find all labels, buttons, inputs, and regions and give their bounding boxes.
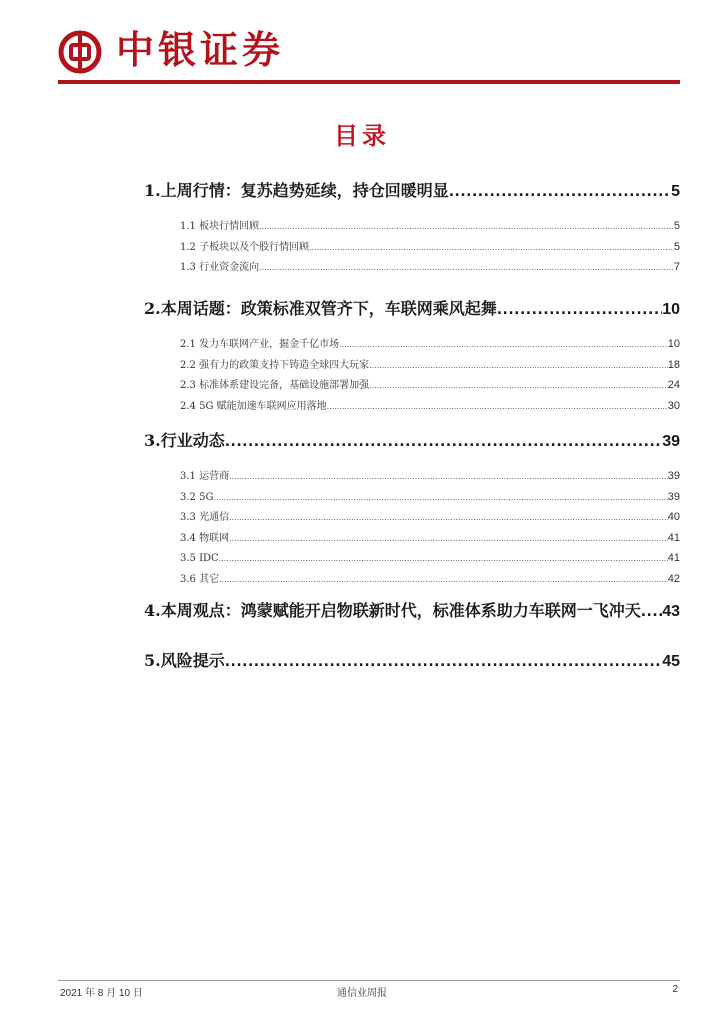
toc-subsection-entry[interactable] bbox=[180, 468, 680, 484]
toc-subsection-label: 3.1 运营商 bbox=[180, 471, 230, 482]
toc-subsection-entry[interactable] bbox=[180, 571, 680, 587]
toc-page-number: 40 bbox=[667, 511, 680, 523]
toc-leader-dots bbox=[225, 431, 662, 453]
toc-subsection-label: 1.2 子板块以及个股行情回顾 bbox=[180, 241, 310, 253]
toc-section-entry[interactable] bbox=[144, 600, 680, 622]
toc-leader-dots bbox=[213, 490, 667, 506]
toc-subsection-entry[interactable] bbox=[180, 239, 680, 255]
toc-subsection-entry[interactable] bbox=[180, 530, 680, 546]
toc-leader-dots bbox=[449, 181, 671, 203]
toc-leader-dots bbox=[229, 510, 668, 526]
toc-section-label: 5.风险提示 bbox=[144, 651, 225, 670]
toc-subsection-entry[interactable] bbox=[180, 398, 680, 414]
toc-page-number: 43 bbox=[662, 603, 680, 620]
toc-leader-dots bbox=[219, 572, 668, 588]
toc-subsection-label: 3.6 其它 bbox=[180, 573, 220, 585]
toc-page-number: 39 bbox=[667, 490, 680, 503]
toc-leader-dots bbox=[497, 299, 662, 321]
toc-subsection-entry[interactable] bbox=[180, 336, 680, 352]
toc-page-number: 45 bbox=[662, 653, 680, 670]
toc-page-number: 5 bbox=[671, 183, 680, 200]
toc-section-label: 1.上周行情：复苏趋势延续，持仓回暖明显 bbox=[144, 181, 449, 200]
toc-section-entry[interactable] bbox=[144, 650, 680, 672]
toc-page-number: 41 bbox=[667, 531, 680, 544]
toc-subsection-label: 3.4 物联网 bbox=[180, 532, 230, 544]
toc-title: 目录 bbox=[334, 121, 390, 150]
toc-leader-dots bbox=[225, 651, 662, 673]
bank-of-china-logo-icon bbox=[58, 30, 102, 74]
toc-page-number: 30 bbox=[667, 399, 680, 412]
toc-page-number: 42 bbox=[667, 572, 680, 585]
toc-subsection-entry[interactable] bbox=[180, 550, 680, 566]
toc-subsection-entry[interactable] bbox=[180, 509, 680, 525]
toc-page-number: 41 bbox=[667, 552, 680, 564]
toc-leader-dots bbox=[327, 399, 668, 415]
toc-section-entry[interactable] bbox=[144, 180, 680, 202]
toc-leader-dots bbox=[309, 240, 674, 256]
toc-subsection-label: 2.3 标准体系建设完备，基础设施部署加强 bbox=[180, 380, 370, 391]
page-header bbox=[0, 0, 724, 86]
toc-leader-dots bbox=[369, 378, 668, 394]
toc-leader-dots bbox=[259, 260, 674, 276]
footer-page-number: 2 bbox=[672, 984, 678, 995]
toc-page-number: 39 bbox=[667, 470, 680, 482]
toc-subsection-label: 3.5 IDC bbox=[180, 553, 219, 564]
header-divider bbox=[58, 80, 680, 84]
toc-section-entry[interactable] bbox=[144, 430, 680, 452]
toc-section-entry[interactable] bbox=[144, 298, 680, 320]
toc-leader-dots bbox=[229, 469, 668, 485]
footer-divider bbox=[58, 980, 680, 981]
toc-subsection-entry[interactable] bbox=[180, 218, 680, 234]
toc-subsection-entry[interactable] bbox=[180, 377, 680, 393]
toc-leader-dots bbox=[641, 601, 662, 623]
toc-section-label: 3.行业动态 bbox=[144, 431, 225, 450]
toc-page-number: 5 bbox=[673, 220, 680, 232]
toc-leader-dots bbox=[369, 358, 668, 374]
toc-section-label: 4.本周观点：鸿蒙赋能开启物联新时代，标准体系助力车联网一飞冲天 bbox=[144, 601, 641, 620]
toc-page-number: 7 bbox=[673, 261, 680, 273]
toc-page-number: 10 bbox=[667, 338, 680, 350]
toc-subsection-label: 2.1 发力车联网产业，掘金千亿市场 bbox=[180, 339, 340, 350]
toc-page-number: 18 bbox=[667, 358, 680, 371]
toc-page-number: 24 bbox=[667, 379, 680, 391]
toc-subsection-label: 2.4 5G 赋能加速车联网应用落地 bbox=[180, 400, 327, 412]
toc-subsection-label: 1.3 行业资金流向 bbox=[180, 262, 260, 273]
toc-leader-dots bbox=[229, 531, 668, 547]
toc-subsection-label: 1.1 板块行情回顾 bbox=[180, 221, 260, 232]
footer-date: 2021 年 8 月 10 日 bbox=[60, 988, 143, 999]
toc-subsection-entry[interactable] bbox=[180, 489, 680, 505]
toc-subsection-label: 2.2 强有力的政策支持下铸造全球四大玩家 bbox=[180, 359, 370, 371]
toc-subsection-entry[interactable] bbox=[180, 259, 680, 275]
brand-name: 中银证券 bbox=[116, 27, 285, 72]
toc-subsection-entry[interactable] bbox=[180, 357, 680, 373]
toc-section-label: 2.本周话题：政策标准双管齐下，车联网乘风起舞 bbox=[144, 299, 497, 318]
toc-leader-dots bbox=[339, 337, 668, 353]
footer-report-type: 通信业周报 bbox=[337, 988, 387, 999]
toc-leader-dots bbox=[219, 551, 668, 567]
toc-page-number: 10 bbox=[662, 301, 680, 318]
toc-leader-dots bbox=[259, 219, 674, 235]
toc-subsection-label: 3.3 光通信 bbox=[180, 512, 230, 523]
toc-subsection-label: 3.2 5G bbox=[180, 491, 214, 503]
toc-page-number: 39 bbox=[662, 433, 680, 450]
toc-page-number: 5 bbox=[673, 240, 680, 253]
